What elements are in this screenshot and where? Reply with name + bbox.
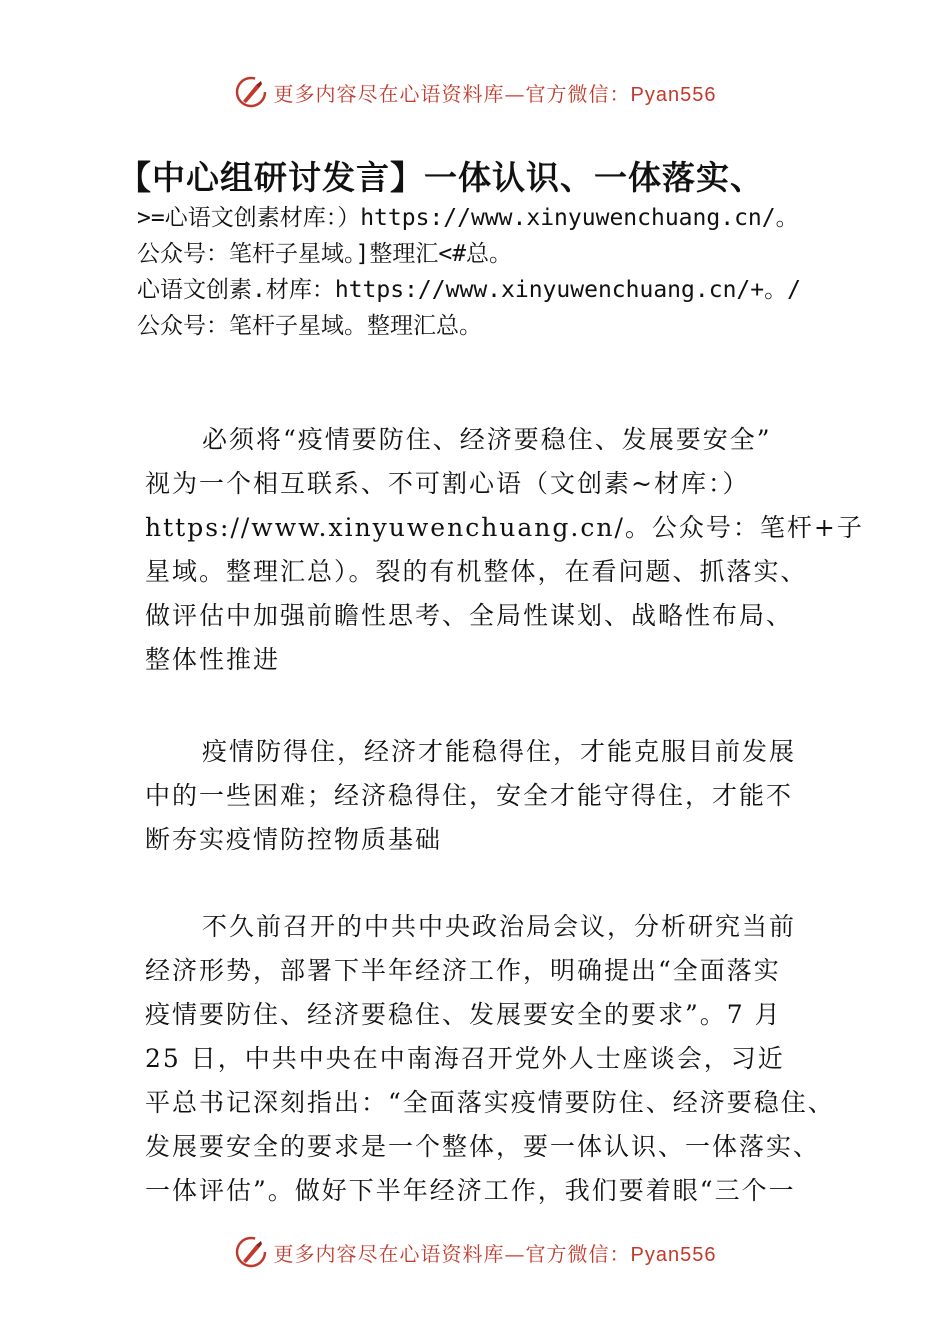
document-title: 【中心组研讨发言】一体认识、一体落实、 [118,158,764,197]
banner-text: 更多内容尽在心语资料库—官方微信：Pyan556 [273,81,717,106]
paragraph-line: 经济形势，部署下半年经济工作，明确提出“全面落实 [145,956,781,985]
source-watermark [137,200,937,344]
footer-banner [0,1228,950,1276]
wechat-id: Pyan556 [630,83,717,106]
paragraph-line: 中的一些困难；经济稳得住，安全才能守得住，才能不 [145,781,794,810]
source-line: 心语文创素.材库：https://www.xinyuwenchuang.cn/+。/ [137,277,801,303]
source-line: >=心语文创素材库：）https://www.xinyuwenchuang.cn/。 [137,205,799,231]
brush-logo-icon [234,1235,268,1269]
paragraph-line: https://www.xinyuwenchuang.cn/。公众号：笔杆+子 [145,513,864,542]
banner-text: 更多内容尽在心语资料库—官方微信：Pyan556 [273,1241,717,1266]
paragraph-line: 25 日，中共中央在中南海召开党外人士座谈会，习近 [145,1044,785,1073]
paragraph-line: 疫情防得住，经济才能稳得住，才能克服目前发展 [202,737,797,766]
brush-logo-icon [234,75,268,109]
paragraph-3 [145,905,835,1213]
header-banner [0,68,950,116]
paragraph-line: 发展要安全的要求是一个整体，要一体认识、一体落实、 [145,1132,821,1161]
paragraph-line: 整体性推进 [145,645,281,674]
paragraph-line: 疫情要防住、经济要稳住、发展要安全的要求”。7 月 [145,1000,782,1029]
paragraph-2 [145,730,835,862]
paragraph-line: 不久前召开的中共中央政治局会议，分析研究当前 [202,912,797,941]
paragraph-line: 必须将“疫情要防住、经济要稳住、发展要安全” [202,425,772,454]
paragraph-line: 断夯实疫情防控物质基础 [145,825,443,854]
paragraph-1 [145,418,864,682]
paragraph-line: 平总书记深刻指出：“全面落实疫情要防住、经济要稳住、 [145,1088,835,1117]
source-line: 公众号：笔杆子星域。]整理汇<#总。 [137,241,513,267]
paragraph-line: 一体评估”。做好下半年经济工作，我们要着眼“三个一 [145,1176,796,1205]
paragraph-line: 做评估中加强前瞻性思考、全局性谋划、战略性布局、 [145,601,794,630]
source-line: 公众号：笔杆子星域。整理汇总。 [137,313,482,339]
paragraph-line: 视为一个相互联系、不可割心语（文创素~材库：） [145,469,750,498]
paragraph-line: 星域。整理汇总）。裂的有机整体，在看问题、抓落实、 [145,557,808,586]
wechat-id: Pyan556 [630,1243,717,1266]
